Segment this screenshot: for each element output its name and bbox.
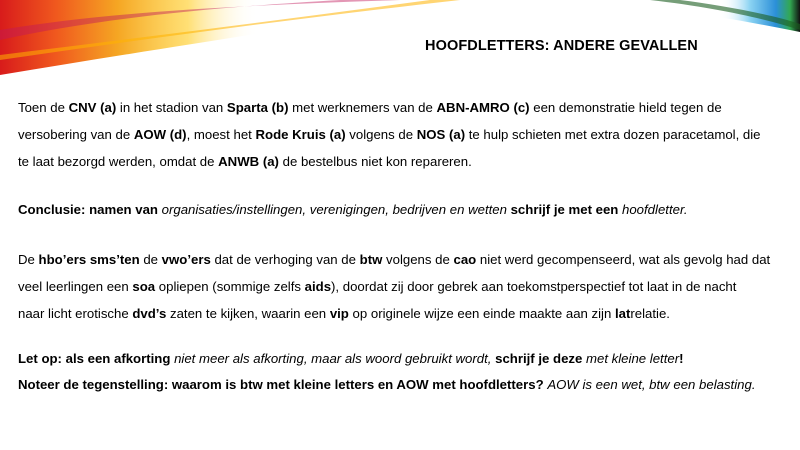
text: te laat bezorgd werden, omdat de [18, 154, 219, 169]
highlight: Noteer de tegenstelling: waarom is btw met kleine letters en AOW met hoofdletters? [18, 377, 548, 392]
text: Toen de [18, 100, 69, 115]
highlight: schrijf je met een [506, 202, 623, 217]
example-paragraph-1 [18, 94, 788, 175]
paragraph-1-line-3 [18, 148, 788, 175]
highlight: aids [304, 279, 332, 294]
text: een demonstratie hield tegen de [529, 100, 722, 115]
emphasis: organisaties/instellingen, verenigingen, bedrijven en wetten [161, 202, 507, 217]
text: niet werd gecompenseerd, wat als gevolg had dat [476, 252, 771, 267]
text: De [18, 252, 39, 267]
paragraph-2-line-2 [18, 273, 788, 300]
highlight: btw [359, 252, 383, 267]
text: op originele wijze een einde maakte aan zijn [348, 306, 615, 321]
highlight: ANWB (a) [218, 154, 279, 169]
conclusion-paragraph [18, 196, 788, 223]
highlight: CNV (a) [68, 100, 117, 115]
text: naar licht erotische [18, 306, 133, 321]
highlight: dvd’s [132, 306, 167, 321]
note-line-2 [18, 372, 788, 398]
note-line-1 [18, 346, 788, 372]
note-paragraph [18, 346, 788, 398]
text: de bestelbus niet kon repareren. [278, 154, 472, 169]
text: in het stadion van [116, 100, 227, 115]
highlight: Conclusie: namen van [18, 202, 162, 217]
example-paragraph-2 [18, 246, 788, 327]
highlight: NOS (a) [416, 127, 466, 142]
emphasis: AOW is een wet, btw een belasting. [547, 377, 756, 392]
text: ), doordat zij door gebrek aan toekomstperspectief tot laat in de nacht [331, 279, 737, 294]
text: opliepen (sommige zelfs [155, 279, 305, 294]
slide-title: HOOFDLETTERS: ANDERE GEVALLEN [425, 38, 698, 54]
text: versobering van de [18, 127, 134, 142]
text: volgens de [345, 127, 417, 142]
highlight: schrijf je deze [491, 351, 587, 366]
paragraph-2-line-1 [18, 246, 788, 273]
highlight: lat [615, 306, 631, 321]
highlight: AOW (d) [133, 127, 187, 142]
text: te hulp schieten met extra dozen paracetamol, die [465, 127, 761, 142]
conclusion-line [18, 196, 788, 223]
highlight: ABN-AMRO (c) [436, 100, 530, 115]
text: met werknemers van de [288, 100, 437, 115]
text: zaten te kijken, waarin een [166, 306, 330, 321]
text: relatie. [630, 306, 670, 321]
highlight: vip [329, 306, 349, 321]
text: veel leerlingen een [18, 279, 133, 294]
text: , moest het [186, 127, 256, 142]
paragraph-1-line-1 [18, 94, 788, 121]
highlight: cao [453, 252, 477, 267]
highlight: vwo’ers [161, 252, 211, 267]
emphasis: hoofdletter. [622, 202, 688, 217]
emphasis: niet meer als afkorting, maar als woord gebruikt wordt, [174, 351, 492, 366]
emphasis: met kleine letter [586, 351, 680, 366]
paragraph-1-line-2 [18, 121, 788, 148]
highlight: Let op: als een afkorting [18, 351, 175, 366]
highlight: soa [132, 279, 156, 294]
highlight: Sparta (b) [226, 100, 289, 115]
paragraph-2-line-3 [18, 300, 788, 327]
highlight: ! [679, 351, 684, 366]
text: volgens de [382, 252, 454, 267]
highlight: hbo’ers sms’ten [38, 252, 140, 267]
text: dat de verhoging van de [210, 252, 360, 267]
text: de [139, 252, 162, 267]
highlight: Rode Kruis (a) [255, 127, 346, 142]
